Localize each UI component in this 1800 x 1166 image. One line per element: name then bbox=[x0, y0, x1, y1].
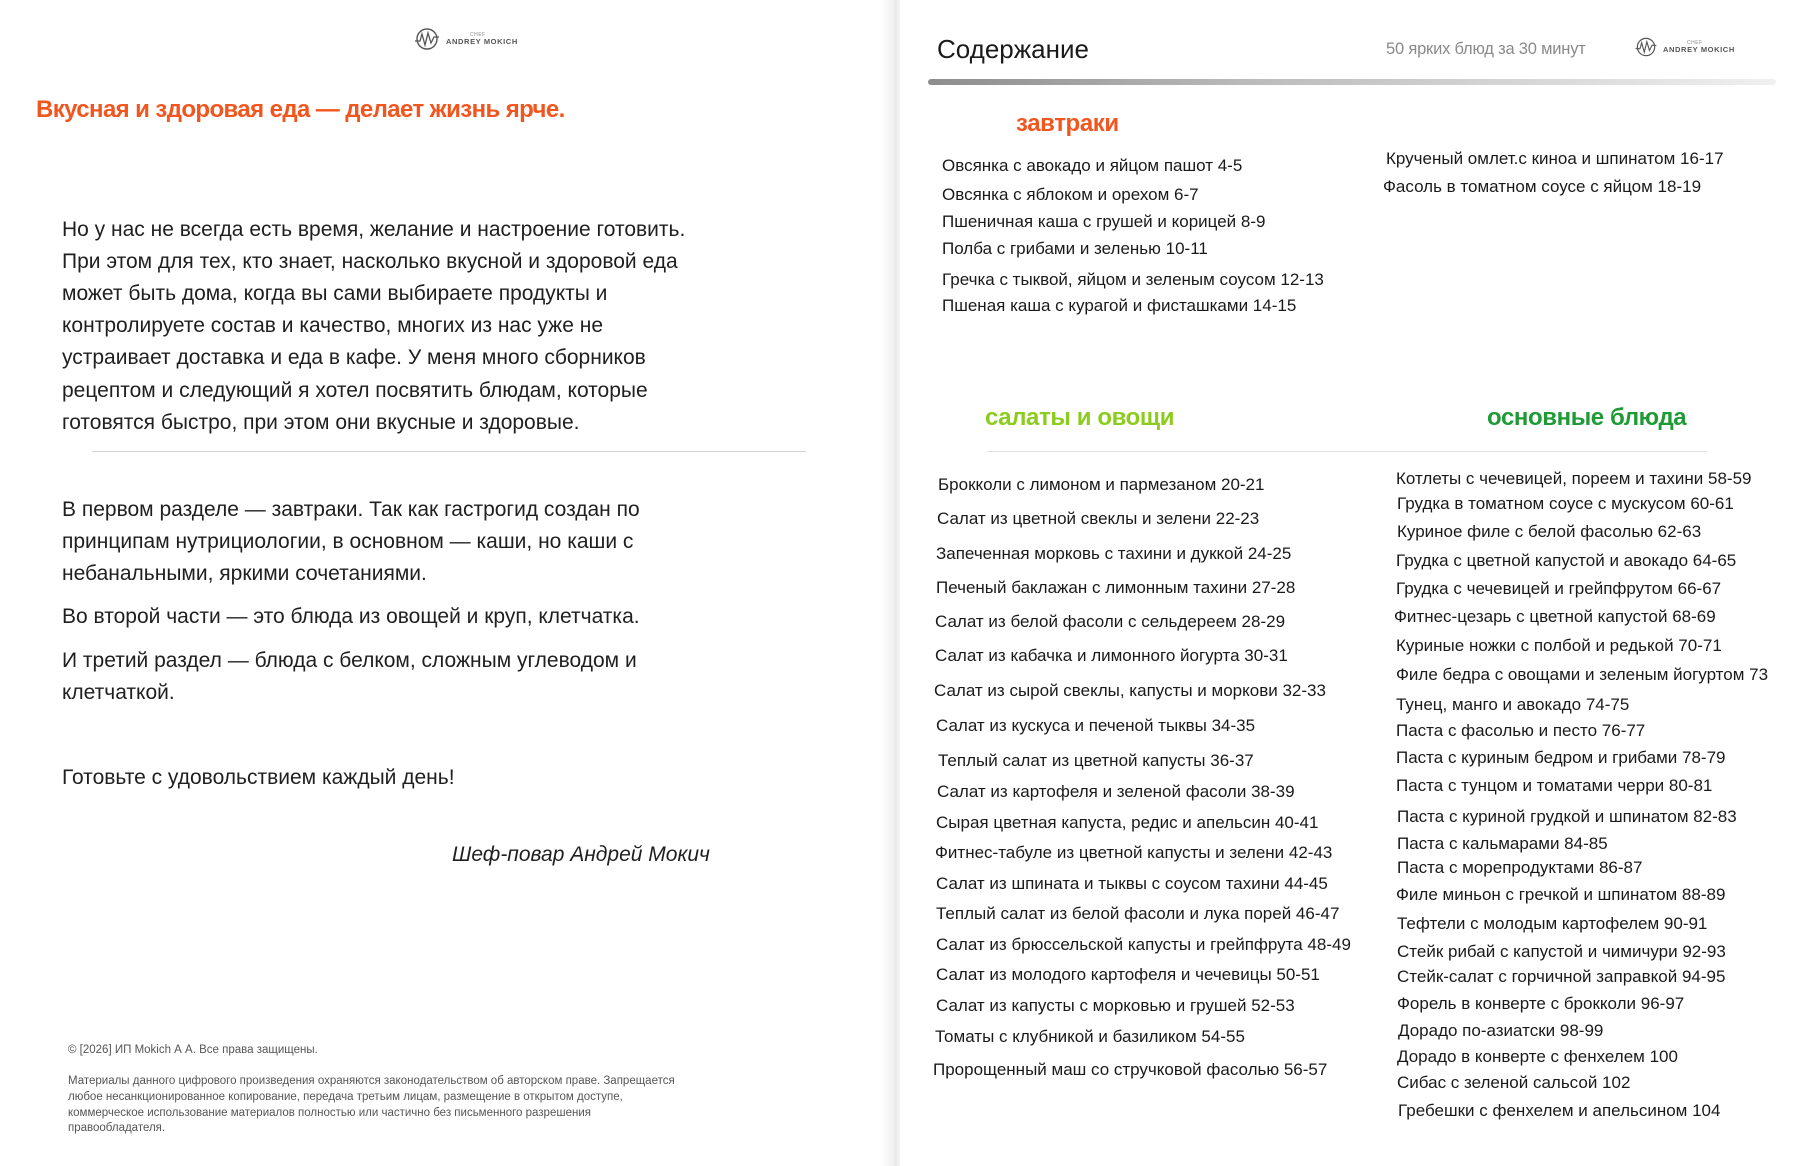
toc-item: Гречка с тыквой, яйцом и зеленым соусом 12-13 bbox=[942, 270, 1324, 289]
toc-item: Салат из брюссельской капусты и грейпфрута 48-49 bbox=[936, 935, 1351, 954]
toc-item: Паста с куриным бедром и грибами 78-79 bbox=[1396, 748, 1726, 767]
toc-item: Салат из белой фасоли с сельдереем 28-29 bbox=[935, 612, 1286, 631]
intro-line: готовятся быстро, при этом они вкусные и здоровые. bbox=[62, 411, 580, 434]
legal-line: любое несанкционированное копирование, передача третьим лицам, размещение в открытом доступе, bbox=[68, 1090, 623, 1103]
intro-line: При этом для тех, кто знает, насколько вкусной и здоровой еда bbox=[62, 250, 678, 273]
intro-line: рецептом и следующий я хотел посвятить блюдам, которые bbox=[62, 379, 648, 402]
toc-item: Котлеты с чечевицей, пореем и тахини 58-59 bbox=[1396, 469, 1752, 488]
toc-item: Фасоль в томатном соусе с яйцом 18-19 bbox=[1383, 177, 1702, 196]
section1-line: принципам нутрициологии, в основном — каши, но каши с bbox=[62, 530, 634, 553]
toc-item: Салат из кускуса и печеной тыквы 34-35 bbox=[936, 716, 1256, 735]
toc-item: Паста с кальмарами 84-85 bbox=[1397, 834, 1608, 853]
right-page bbox=[900, 0, 1800, 1166]
toc-item: Салат из цветной свеклы и зелени 22-23 bbox=[937, 509, 1260, 528]
toc-item: Филе бедра с овощами и зеленым йогуртом 73 bbox=[1396, 665, 1769, 684]
section-title-salads: салаты и овощи bbox=[985, 404, 1175, 431]
toc-item: Салат из молодого картофеля и чечевицы 50-51 bbox=[936, 965, 1320, 984]
toc-item: Грудка в томатном соусе с мускусом 60-61 bbox=[1397, 494, 1734, 513]
toc-item: Паста с морепродуктами 86-87 bbox=[1397, 858, 1643, 877]
toc-item: Пшеная каша с курагой и фисташками 14-15 bbox=[942, 296, 1297, 315]
intro-line: контролируете состав и качество, многих из нас уже не bbox=[62, 314, 604, 337]
toc-item: Куриное филе с белой фасолью 62-63 bbox=[1397, 522, 1702, 541]
toc-item: Салат из шпината и тыквы с соусом тахини 44-45 bbox=[936, 874, 1328, 893]
toc-title: Содержание bbox=[937, 34, 1089, 64]
divider bbox=[92, 451, 806, 452]
toc-item: Фитнес-табуле из цветной капусты и зелени 42-43 bbox=[935, 843, 1333, 862]
intro-line: может быть дома, когда вы сами выбираете продукты и bbox=[62, 282, 608, 305]
chef-logo-icon bbox=[412, 28, 442, 50]
intro-line: устраивает доставка и еда в кафе. У меня много сборников bbox=[62, 346, 646, 369]
legal-line: коммерческое использование материалов полностью или частично без письменного разрешения bbox=[68, 1106, 591, 1119]
toc-item: Гребешки с фенхелем и апельсином 104 bbox=[1398, 1101, 1721, 1120]
toc-item: Стейк-салат с горчичной заправкой 94-95 bbox=[1397, 967, 1726, 986]
legal-line: правообладателя. bbox=[68, 1122, 166, 1135]
brand-logo bbox=[1633, 37, 1735, 57]
toc-item: Теплый салат из белой фасоли и лука порей 46-47 bbox=[936, 904, 1340, 923]
toc-item: Овсянка с авокадо и яйцом пашот 4-5 bbox=[942, 156, 1243, 175]
section3-line: И третий раздел — блюда с белком, сложным углеводом и bbox=[62, 649, 637, 672]
headline: Вкусная и здоровая еда — делает жизнь ярче. bbox=[36, 96, 565, 123]
toc-item: Тефтели с молодым картофелем 90-91 bbox=[1397, 914, 1708, 933]
toc-item: Теплый салат из цветной капусты 36-37 bbox=[938, 751, 1254, 770]
toc-item: Дорадо в конверте с фенхелем 100 bbox=[1397, 1047, 1678, 1066]
toc-item: Томаты с клубникой и базиликом 54-55 bbox=[935, 1027, 1245, 1046]
toc-item: Грудка с цветной капустой и авокадо 64-65 bbox=[1396, 551, 1737, 570]
logo-main-text: ANDREY MOKICH bbox=[1663, 44, 1735, 54]
toc-item: Филе миньон с гречкой и шпинатом 88-89 bbox=[1396, 885, 1726, 904]
toc-item: Пророщенный маш со стручковой фасолью 56-57 bbox=[933, 1060, 1328, 1079]
toc-item: Крученый омлет.с киноа и шпинатом 16-17 bbox=[1386, 149, 1724, 168]
legal-line: Материалы данного цифрового произведения охраняются законодательством об авторском праве. Запрещается bbox=[68, 1075, 675, 1087]
toc-item: Дорадо по-азиатски 98-99 bbox=[1398, 1021, 1604, 1040]
section1-line: В первом разделе — завтраки. Так как гастрогид создан по bbox=[62, 498, 640, 521]
toc-item: Паста с куриной грудкой и шпинатом 82-83 bbox=[1397, 807, 1737, 826]
section-rule bbox=[987, 451, 1707, 452]
toc-subtitle: 50 ярких блюд за 30 минут bbox=[1386, 40, 1586, 58]
intro-line: Но у нас не всегда есть время, желание и настроение готовить. bbox=[62, 218, 686, 241]
toc-item: Сырая цветная капуста, редис и апельсин 40-41 bbox=[936, 813, 1319, 832]
section2-paragraph: Во второй части — это блюда из овощей и круп, клетчатка. bbox=[62, 605, 640, 628]
chef-logo-icon bbox=[1633, 37, 1659, 57]
toc-item: Тунец, манго и авокадо 74-75 bbox=[1396, 695, 1630, 714]
left-page bbox=[0, 0, 895, 1166]
toc-item: Пшеничная каша с грушей и корицей 8-9 bbox=[942, 212, 1266, 231]
toc-item: Стейк рибай с капустой и чимичури 92-93 bbox=[1397, 942, 1726, 961]
toc-item: Куриные ножки с полбой и редькой 70-71 bbox=[1396, 636, 1722, 655]
toc-item: Сибас с зеленой сальсой 102 bbox=[1397, 1073, 1631, 1092]
toc-item: Полба с грибами и зеленью 10-11 bbox=[942, 239, 1208, 258]
section3-line: клетчаткой. bbox=[62, 681, 175, 704]
brand-logo bbox=[412, 28, 518, 50]
toc-item: Паста с тунцом и томатами черри 80-81 bbox=[1396, 776, 1713, 795]
toc-item: Салат из капусты с морковью и грушей 52-53 bbox=[936, 996, 1295, 1015]
toc-item: Салат из картофеля и зеленой фасоли 38-39 bbox=[937, 782, 1295, 801]
toc-item: Грудка с чечевицей и грейпфрутом 66-67 bbox=[1396, 579, 1722, 598]
copyright-notice: © [2026] ИП Mokich А А. Все права защищены. bbox=[68, 1044, 318, 1056]
section-title-breakfast: завтраки bbox=[1016, 110, 1119, 137]
toc-item: Запеченная морковь с тахини и дуккой 24-25 bbox=[936, 544, 1292, 563]
logo-main-text: ANDREY MOKICH bbox=[446, 36, 518, 46]
header-rule bbox=[928, 79, 1776, 85]
toc-item: Форель в конверте с брокколи 96-97 bbox=[1397, 994, 1685, 1013]
toc-item: Паста с фасолью и песто 76-77 bbox=[1396, 721, 1646, 740]
logo-small-text: CHEF bbox=[470, 31, 486, 38]
toc-item: Салат из сырой свеклы, капусты и моркови 32-33 bbox=[934, 681, 1326, 700]
section1-line: небанальными, яркими сочетаниями. bbox=[62, 562, 427, 585]
legal-notice bbox=[68, 1074, 718, 1137]
section-title-mains: основные блюда bbox=[1487, 404, 1687, 431]
toc-item: Печеный баклажан с лимонным тахини 27-28 bbox=[936, 578, 1296, 597]
closing-line: Готовьте с удовольствием каждый день! bbox=[62, 766, 455, 789]
logo-small-text: CHEF bbox=[1687, 39, 1703, 46]
toc-item: Брокколи с лимоном и пармезаном 20-21 bbox=[938, 475, 1265, 494]
toc-item: Салат из кабачка и лимонного йогурта 30-31 bbox=[935, 646, 1288, 665]
toc-item: Овсянка с яблоком и орехом 6-7 bbox=[942, 185, 1199, 204]
signature: Шеф-повар Андрей Мокич bbox=[452, 843, 710, 866]
toc-item: Фитнес-цезарь с цветной капустой 68-69 bbox=[1394, 607, 1716, 626]
